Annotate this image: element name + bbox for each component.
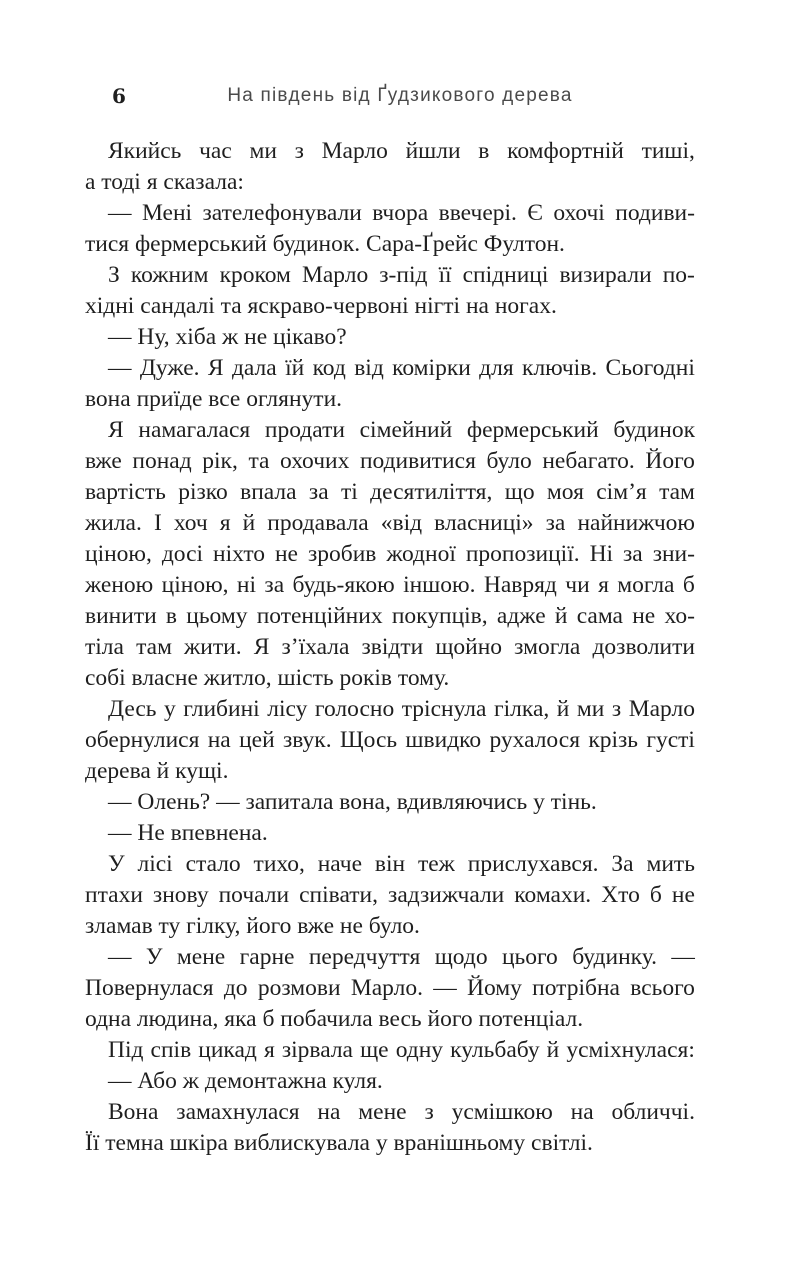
paragraph [85,136,695,198]
paragraph [85,322,695,353]
text-line: жила. І хоч я й продавала «від власниці» за найнижчою [85,510,695,536]
text-line: хідні сандалі та яскраво-червоні нігті на ногах. [85,293,557,319]
text-line: птахи знову почали співати, задзижчали комахи. Хто б не [85,882,695,908]
paragraph [85,849,695,942]
text-line: а тоді я сказала: [85,169,244,195]
paragraph [85,1097,695,1159]
page-number: 6 [112,84,126,108]
text-line: — Не впевнена. [108,820,268,846]
text-line: зламав ту гілку, його вже не було. [85,913,420,939]
text-line: З кожним кроком Марло з-під її спідниці визирали по- [108,262,695,288]
text-line: вже понад рік, та охочих подивитися було небагато. Його [85,448,695,474]
paragraph [85,415,695,694]
text-line: собі власне житло, шість років тому. [85,665,450,691]
text-line: Під спів цикад я зірвала ще одну кульбабу й усміхнулася: [108,1037,695,1063]
text-line: — Дуже. Я дала їй код від комірки для ключів. Сьогодні [108,355,695,381]
paragraph [85,818,695,849]
paragraph [85,198,695,260]
text-line: вартість різко впала за ті десятиліття, що моя сім’я там [85,479,695,505]
text-line: ціною, досі ніхто не зробив жодної пропозиції. Ні за зни- [85,541,695,567]
body-text [85,136,695,1159]
text-line: — Олень? — запитала вона, вдивляючись у тінь. [108,789,597,815]
text-line: — У мене гарне передчуття щодо цього будинку. — [108,944,695,970]
text-line: женою ціною, ні за будь-якою іншою. Навряд чи я могла б [85,572,695,598]
text-line: одна людина, яка б побачила весь його потенціал. [85,1006,584,1032]
paragraph [85,353,695,415]
text-line: обернулися на цей звук. Щось швидко рухалося крізь густі [85,727,695,753]
text-line: Я намагалася продати сімейний фермерський будинок [108,417,695,443]
text-line: Повернулася до розмови Марло. — Йому потрібна всього [85,975,695,1001]
text-line: винити в цьому потенційних покупців, адже й сама не хо- [85,603,695,629]
paragraph [85,260,695,322]
paragraph [85,1035,695,1066]
paragraph [85,694,695,787]
text-line: У лісі стало тихо, наче він теж прислухався. За мить [108,851,695,877]
text-line: дерева й кущі. [85,758,229,784]
text-line: Десь у глибині лісу голосно тріснула гілка, й ми з Марло [108,696,695,722]
text-line: — Ну, хіба ж не цікаво? [108,324,347,350]
text-line: — Мені зателефонували вчора ввечері. Є охочі подиви- [108,200,695,226]
text-line: вона приїде все оглянути. [85,386,343,412]
page-header [0,84,800,108]
running-header-title: На південь від Ґудзикового дерева [227,85,573,106]
text-line: Вона замахнулася на мене з усмішкою на обличчі. [108,1099,695,1125]
text-line: Якийсь час ми з Марло йшли в комфортній тиші, [108,138,695,164]
text-line: — Або ж демонтажна куля. [108,1068,383,1094]
text-line: Її темна шкіра виблискувала у вранішньому світлі. [85,1130,593,1156]
paragraph [85,787,695,818]
text-line: тіла там жити. Я з’їхала звідти щойно змогла дозволити [85,634,695,660]
paragraph [85,1066,695,1097]
text-line: тися фермерський будинок. Сара-Ґрейс Фултон. [85,231,565,257]
paragraph [85,942,695,1035]
